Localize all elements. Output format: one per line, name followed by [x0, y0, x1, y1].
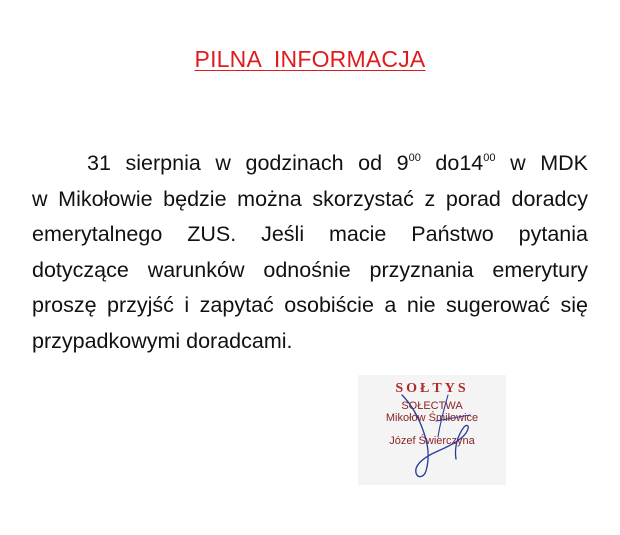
stamp-line-2: Mikołów Śmiłowice — [385, 412, 479, 424]
paragraph-line-3: emerytalnego ZUS. Jeśli macie Państwo pytania — [32, 222, 588, 247]
stamp-title: SOŁTYS — [395, 381, 469, 396]
page-title: PILNA INFORMACJA — [194, 46, 426, 72]
handwritten-signature — [358, 375, 506, 485]
paragraph-line-6: przypadkowymi doradcami. — [32, 328, 293, 353]
stamp-line-3: Józef Świerczyna — [389, 435, 475, 447]
announcement-paragraph — [32, 146, 588, 360]
line1-text-c: w MDK — [495, 151, 588, 175]
line1-text-a: 31 sierpnia w godzinach od 9 — [87, 151, 409, 175]
time-end-minutes: 00 — [483, 152, 496, 164]
paragraph-line-2: w Mikołowie będzie można skorzystać z porad doradcy — [32, 186, 588, 211]
paragraph-line-5: proszę przyjść i zapytać osobiście a nie sugerować się — [32, 293, 588, 318]
time-start-minutes: 00 — [408, 152, 421, 164]
paragraph-line-1 — [32, 146, 588, 182]
official-stamp — [358, 375, 506, 485]
paragraph-line-4: dotyczące warunków odnośnie przyznania emerytury — [32, 257, 588, 282]
stamp-line-1: SOŁECTWA — [401, 400, 463, 412]
line1-text-b: do14 — [420, 151, 484, 175]
